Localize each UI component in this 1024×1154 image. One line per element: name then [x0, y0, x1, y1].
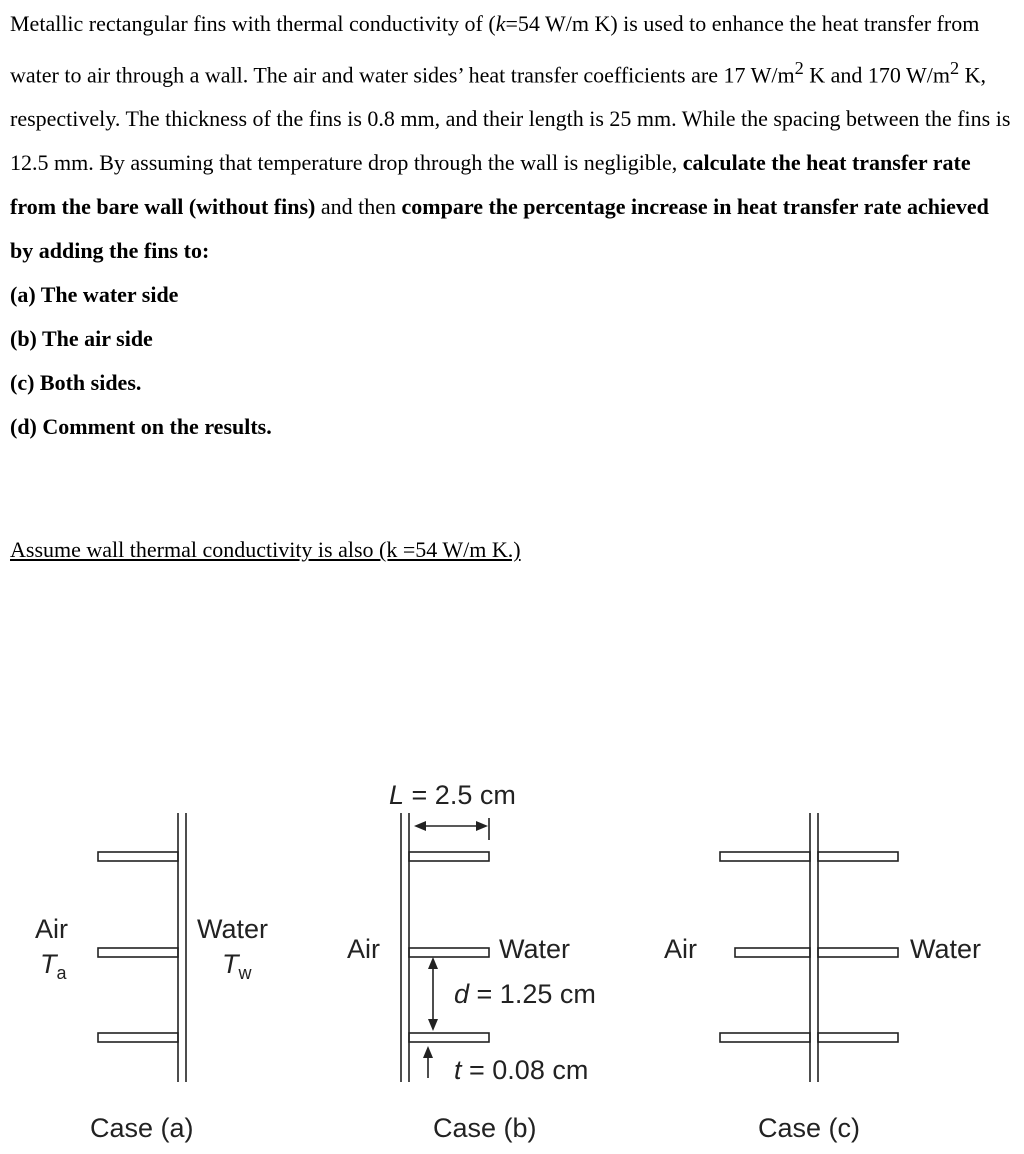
arrowhead-up-small — [423, 1046, 433, 1058]
bold-instruction-1: calculate the heat transfer rate from the bare wall (without fins) — [10, 150, 971, 220]
arrowhead-left — [414, 821, 426, 831]
spacing-value: = 1.25 cm — [469, 979, 596, 1009]
ta-symbol: T — [40, 949, 57, 979]
ta-subscript: a — [56, 963, 67, 983]
assumption-note: Assume wall thermal conductivity is also (k =54 W/m K.) — [10, 537, 521, 562]
case-b-air-label: Air — [347, 934, 380, 964]
case-b-length-label — [389, 780, 516, 810]
case-a-tw-label — [222, 949, 253, 983]
case-b-thickness-label — [454, 1055, 588, 1085]
case-b-fins — [409, 852, 489, 1042]
case-a-wall — [178, 813, 186, 1082]
superscript: 2 — [794, 58, 804, 78]
case-c-fins — [720, 852, 898, 1042]
thickness-symbol: t — [454, 1055, 462, 1085]
item-b: (b) The air side — [10, 326, 153, 352]
bold-instruction-2: compare the percentage increase in heat transfer rate achieved by adding the fins to: — [10, 194, 989, 264]
case-b-spacing-label — [454, 979, 596, 1009]
thickness-value: = 0.08 cm — [461, 1055, 589, 1085]
spacing-symbol: d — [454, 979, 470, 1009]
item-c: (c) Both sides. — [10, 370, 142, 396]
case-b-water-label: Water — [499, 934, 571, 964]
text-span: K and 170 W/m — [803, 62, 950, 88]
case-c-wall — [810, 813, 818, 1082]
case-a-water-label: Water — [197, 914, 269, 944]
superscript: 2 — [949, 58, 960, 78]
case-a-fins — [98, 852, 178, 1042]
case-a-caption: Case (a) — [90, 1113, 194, 1143]
tw-subscript: w — [238, 963, 252, 983]
item-a: (a) The water side — [10, 282, 179, 308]
arrowhead-right — [476, 821, 488, 831]
arrowhead-down — [428, 1019, 438, 1031]
text-span: =54 W/m K) is used to enhance the heat transfer from water to air through a wall. The air and water sides’ heat transfer coefficients are 17 W/m — [10, 11, 980, 88]
text-span: and then — [315, 194, 402, 220]
item-d: (d) Comment on the results. — [10, 414, 272, 440]
case-a-ta-label — [40, 949, 68, 983]
case-c-caption: Case (c) — [758, 1113, 861, 1143]
arrowhead-up — [428, 957, 438, 969]
text-span: K, respectively. The thickness of the fins is 0.8 mm, and their length is 25 mm. While the spacing between the fins is 12.5 mm. By assuming that temperature drop through the wall is negligible, — [10, 62, 1011, 176]
case-c-water-label: Water — [910, 934, 982, 964]
length-value: = 2.5 cm — [404, 780, 516, 810]
case-c-air-label: Air — [664, 934, 697, 964]
case-a-air-label: Air — [35, 914, 68, 944]
case-b-caption: Case (b) — [433, 1113, 537, 1143]
case-b-wall — [401, 813, 409, 1082]
tw-symbol: T — [222, 949, 239, 979]
text-span: Metallic rectangular fins with thermal conductivity of ( — [10, 11, 496, 36]
k-symbol: k — [495, 11, 506, 36]
length-symbol: L — [389, 780, 405, 810]
